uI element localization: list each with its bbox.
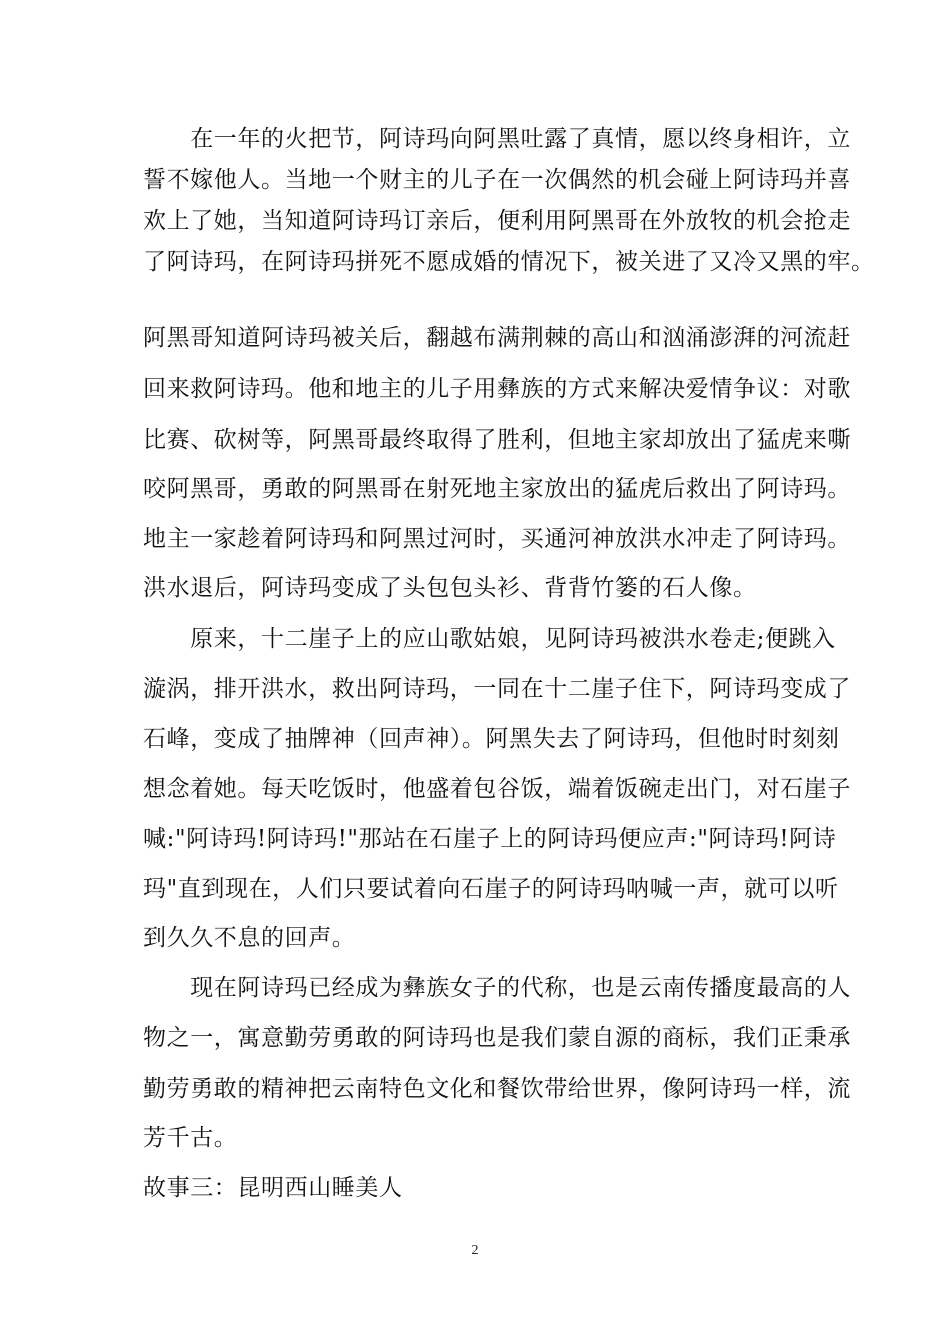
- text-line: 欢上了她，当知道阿诗玛订亲后，便利用阿黑哥在外放牧的机会抢走: [143, 208, 851, 234]
- text-line: 咬阿黑哥，勇敢的阿黑哥在射死地主家放出的猛虎后救出了阿诗玛。: [143, 476, 851, 502]
- text-line: 回来救阿诗玛。他和地主的儿子用彝族的方式来解决爱情争议：对歌: [143, 376, 851, 402]
- page-number: 2: [471, 1243, 479, 1258]
- text-line: 物之一，寓意勤劳勇敢的阿诗玛也是我们蒙自源的商标，我们正秉承: [143, 1025, 851, 1051]
- text-line: 玛"直到现在，人们只要试着向石崖子的阿诗玛呐喊一声，就可以听: [143, 876, 839, 902]
- text-line: 阿黑哥知道阿诗玛被关后，翻越布满荆棘的高山和汹涌澎湃的河流赶: [143, 325, 851, 351]
- text-line: 在一年的火把节，阿诗玛向阿黑吐露了真情，愿以终身相许，立: [143, 126, 851, 152]
- text-line: 到久久不息的回声。: [143, 925, 356, 951]
- text-line: 洪水退后，阿诗玛变成了头包包头衫、背背竹篓的石人像。: [143, 575, 757, 601]
- text-line: 现在阿诗玛已经成为彝族女子的代称，也是云南传播度最高的人: [143, 975, 851, 1001]
- text-line: 石峰，变成了抽牌神（回声神）。阿黑失去了阿诗玛，但他时时刻刻: [143, 726, 840, 752]
- text-line: 想念着她。每天吃饭时，他盛着包谷饭，端着饭碗走出门，对石崖子: [143, 776, 851, 802]
- text-line: 了阿诗玛，在阿诗玛拼死不愿成婚的情况下，被关进了又冷又黑的牢。: [143, 249, 875, 275]
- text-line: 勤劳勇敢的精神把云南特色文化和餐饮带给世界，像阿诗玛一样，流: [143, 1076, 851, 1102]
- text-line: 芳千古。: [143, 1125, 238, 1151]
- text-line: 誓不嫁他人。当地一个财主的儿子在一次偶然的机会碰上阿诗玛并喜: [143, 167, 851, 193]
- text-line: 喊:"阿诗玛!阿诗玛!"那站在石崖子上的阿诗玛便应声:"阿诗玛!阿诗: [143, 826, 837, 852]
- section-heading: 故事三：昆明西山睡美人: [143, 1175, 403, 1201]
- text-line: 漩涡，排开洪水，救出阿诗玛，一同在十二崖子住下，阿诗玛变成了: [143, 676, 851, 702]
- text-line: 地主一家趁着阿诗玛和阿黑过河时，买通河神放洪水冲走了阿诗玛。: [143, 526, 851, 552]
- text-line: 原来，十二崖子上的应山歌姑娘，见阿诗玛被洪水卷走;便跳入: [143, 626, 836, 652]
- text-line: 比赛、砍树等，阿黑哥最终取得了胜利，但地主家却放出了猛虎来嘶: [143, 427, 851, 453]
